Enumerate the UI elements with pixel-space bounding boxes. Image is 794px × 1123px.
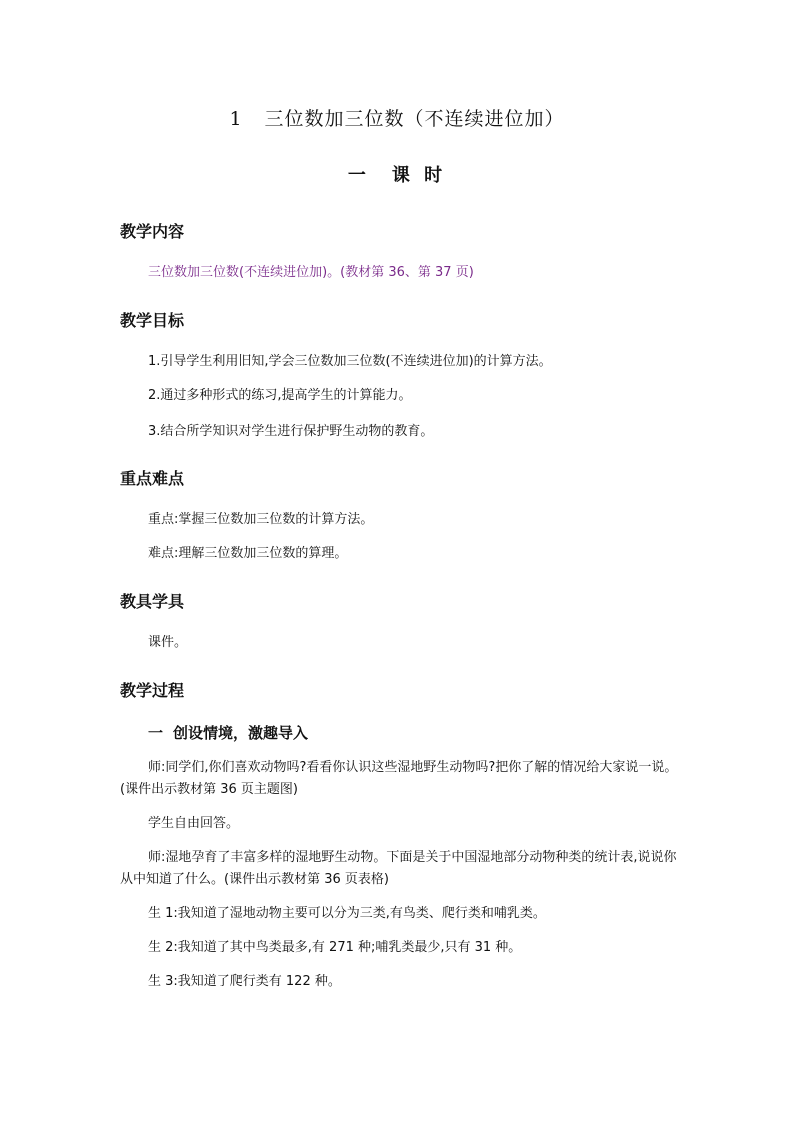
process-paragraph-3: 师:湿地孕育了丰富多样的湿地野生动物。下面是关于中国湿地部分动物种类的统计表,说说你从中知道了什么。(课件出示教材第 36 页表格) — [120, 850, 677, 887]
key-point-item: 重点:掌握三位数加三位数的计算方法。 — [148, 512, 374, 527]
lesson-subtitle — [0, 161, 794, 187]
lesson-number: 1 — [229, 108, 243, 130]
heading-goals: 教学目标 — [120, 311, 185, 330]
heading-process: 教学过程 — [120, 681, 185, 700]
process-subheading — [148, 722, 308, 743]
lesson-title-text: 三位数加三位数（不连续进位加） — [264, 108, 565, 130]
goal-item-3: 3.结合所学知识对学生进行保护野生动物的教育。 — [148, 424, 434, 439]
process-paragraph-5: 生 2:我知道了其中鸟类最多,有 271 种;哺乳类最少,只有 31 种。 — [148, 940, 522, 955]
heading-content: 教学内容 — [120, 222, 185, 241]
process-paragraph-1: 师:同学们,你们喜欢动物吗?看看你认识这些湿地野生动物吗?把你了解的情况给大家说一说。(课件出示教材第 36 页主题图) — [120, 760, 678, 797]
tools-text: 课件。 — [148, 635, 188, 650]
process-paragraph-2: 学生自由回答。 — [148, 816, 240, 831]
subtitle-part2: 课 时 — [391, 165, 447, 186]
goal-item-1: 1.引导学生利用旧知,学会三位数加三位数(不连续进位加)的计算方法。 — [148, 354, 552, 369]
goal-item-2: 2.通过多种形式的练习,提高学生的计算能力。 — [148, 388, 412, 403]
heading-tools: 教具学具 — [120, 592, 185, 611]
subtitle-part1: 一 — [347, 165, 370, 186]
content-text: 三位数加三位数(不连续进位加)。(教材第 36、第 37 页) — [148, 265, 474, 280]
process-paragraph-6: 生 3:我知道了爬行类有 122 种。 — [148, 974, 341, 989]
subheading-number: 一 — [148, 724, 164, 742]
heading-key-points: 重点难点 — [120, 469, 185, 488]
process-paragraph-4: 生 1:我知道了湿地动物主要可以分为三类,有鸟类、爬行类和哺乳类。 — [148, 906, 546, 921]
lesson-title — [0, 104, 794, 131]
difficulty-item: 难点:理解三位数加三位数的算理。 — [148, 546, 348, 561]
subheading-text: 创设情境，激趣导入 — [173, 724, 309, 742]
